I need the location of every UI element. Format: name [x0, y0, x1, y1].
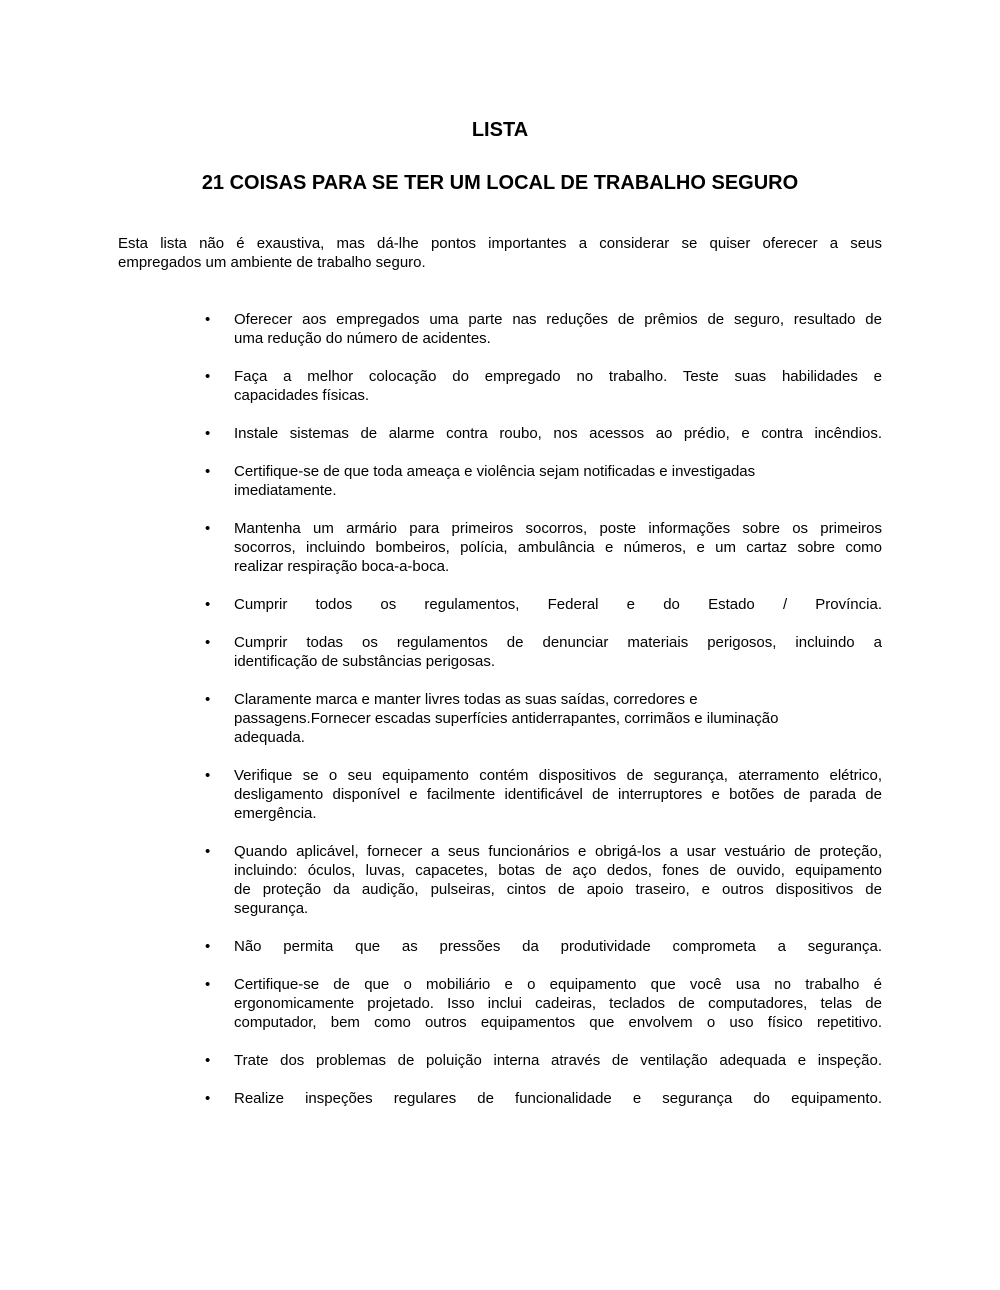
list-item	[207, 633, 882, 671]
list-item-line: Mantenha um armário para primeiros socorros, poste informações sobre os primeiros	[234, 520, 882, 537]
bullet-icon: •	[205, 938, 211, 955]
list-item-line: de proteção da audição, pulseiras, cintos de apoio traseiro, e outros dispositivos de	[234, 881, 882, 898]
list-item-line: Faça a melhor colocação do empregado no trabalho. Teste suas habilidades e	[234, 368, 882, 385]
list-item-line: Quando aplicável, fornecer a seus funcionários e obrigá-los a usar vestuário de proteção,	[234, 843, 882, 860]
bullet-icon: •	[205, 311, 211, 328]
document-title: LISTA	[471, 119, 529, 141]
intro-line: Esta lista não é exaustiva, mas dá-lhe pontos importantes a considerar se quiser oferecer a seus	[118, 235, 882, 252]
list-item-line: incluindo: óculos, luvas, capacetes, botas de aço dedos, fones de ouvido, equipamento	[234, 862, 882, 879]
list-item	[207, 519, 882, 576]
list-item	[207, 310, 882, 348]
list-item-line: Realize inspeções regulares de funcionalidade e segurança do equipamento.	[234, 1090, 882, 1107]
list-item	[207, 1089, 882, 1108]
list-item-line: computador, bem como outros equipamentos que envolvem o uso físico repetitivo.	[234, 1014, 882, 1031]
list-item-line: Cumprir todas os regulamentos de denunciar materiais perigosos, incluindo a	[234, 634, 882, 651]
list-item-line: adequada.	[234, 729, 305, 746]
bullet-icon: •	[205, 843, 211, 860]
list-item	[207, 462, 882, 500]
intro-paragraph	[118, 234, 882, 272]
list-item-line: emergência.	[234, 805, 317, 822]
list-item-line: ergonomicamente projetado. Isso inclui cadeiras, teclados de computadores, telas de	[234, 995, 882, 1012]
list-item	[207, 975, 882, 1032]
list-item-line: socorros, incluindo bombeiros, polícia, ambulância e números, e um cartaz sobre como	[234, 539, 882, 556]
list-item	[207, 595, 882, 614]
list-item-line: uma redução do número de acidentes.	[234, 330, 491, 347]
list-item-line: Instale sistemas de alarme contra roubo, nos acessos ao prédio, e contra incêndios.	[234, 425, 882, 442]
list-item-line: Claramente marca e manter livres todas as suas saídas, corredores e	[234, 691, 698, 708]
list-item-line: Certifique-se de que toda ameaça e violência sejam notificadas e investigadas	[234, 463, 756, 480]
list-item	[207, 1051, 882, 1070]
list-item-line: capacidades físicas.	[234, 387, 370, 404]
bullet-icon: •	[205, 1090, 211, 1107]
bullet-icon: •	[205, 368, 211, 385]
list-item-line: identificação de substâncias perigosas.	[234, 653, 495, 670]
list-item	[207, 937, 882, 956]
bullet-icon: •	[205, 691, 211, 708]
bullet-icon: •	[205, 767, 211, 784]
list-item-line: imediatamente.	[234, 482, 337, 499]
list-item-line: Trate dos problemas de poluição interna através de ventilação adequada e inspeção.	[234, 1052, 882, 1069]
document-subtitle: 21 COISAS PARA SE TER UM LOCAL DE TRABALHO SEGURO	[201, 172, 799, 194]
list-item-line: segurança.	[234, 900, 309, 917]
bullet-icon: •	[205, 425, 211, 442]
bullet-icon: •	[205, 596, 211, 613]
list-item	[207, 690, 882, 747]
list-item-line: realizar respiração boca-a-boca.	[234, 558, 450, 575]
list-item-line: Oferecer aos empregados uma parte nas reduções de prêmios de seguro, resultado de	[234, 311, 882, 328]
list-item	[207, 842, 882, 918]
list-item-line: desligamento disponível e facilmente identificável de interruptores e botões de parada de	[234, 786, 882, 803]
list-item-line: Certifique-se de que o mobiliário e o equipamento que você usa no trabalho é	[234, 976, 882, 993]
list-item-line: Verifique se o seu equipamento contém dispositivos de segurança, aterramento elétrico,	[234, 767, 882, 784]
bullet-icon: •	[205, 520, 211, 537]
list-item-line: Não permita que as pressões da produtividade comprometa a segurança.	[234, 938, 882, 955]
bullet-icon: •	[205, 976, 211, 993]
bullet-icon: •	[205, 1052, 211, 1069]
intro-line: empregados um ambiente de trabalho seguro.	[118, 254, 426, 271]
list-item	[207, 367, 882, 405]
bullet-icon: •	[205, 634, 211, 651]
list-item	[207, 766, 882, 823]
list-item-line: Cumprir todos os regulamentos, Federal e do Estado / Província.	[234, 596, 882, 613]
list-item	[207, 424, 882, 443]
list-item-line: passagens.Fornecer escadas superfícies antiderrapantes, corrimãos e iluminação	[234, 710, 779, 727]
bullet-icon: •	[205, 463, 211, 480]
bullet-list	[207, 310, 882, 1127]
